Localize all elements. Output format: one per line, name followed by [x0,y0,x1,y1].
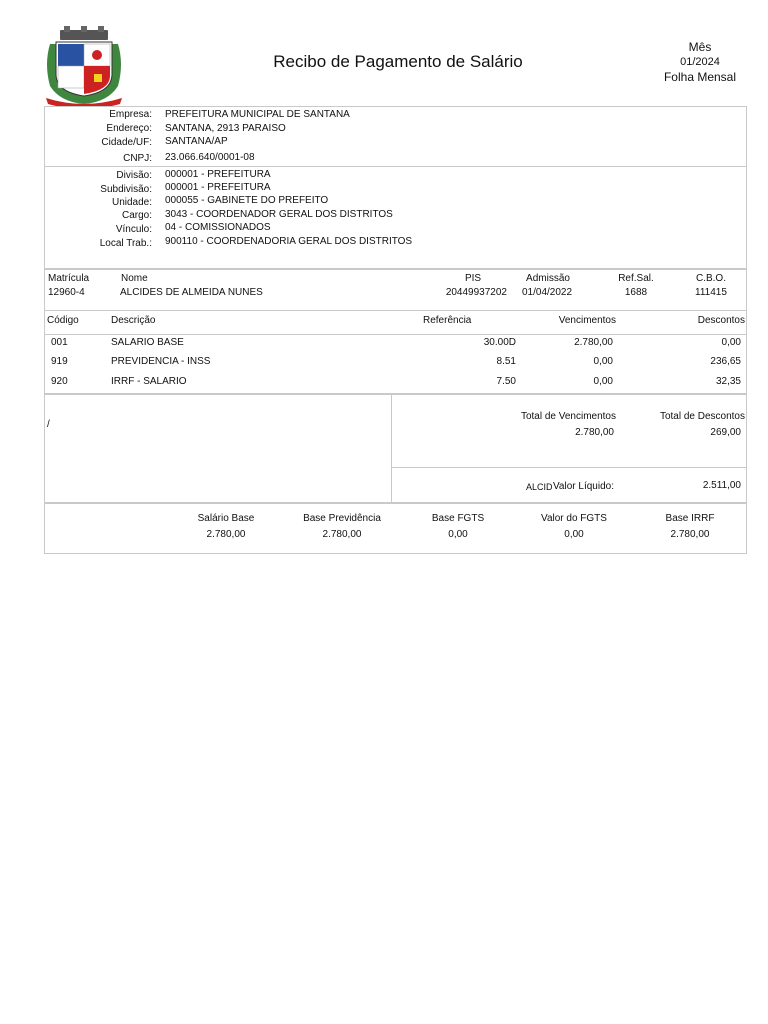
divider [44,393,747,395]
payroll-type: Folha Mensal [663,70,737,84]
divider [44,268,747,270]
item-description: PREVIDENCIA - INSS [111,356,211,367]
division-value: 000001 - PREFEITURA [165,169,271,180]
deductions-header: Descontos [697,315,745,326]
base-irrf-value: 2.780,00 [670,529,710,540]
divider [44,502,747,504]
item-reference: 8.51 [496,356,516,367]
fgts-value: 0,00 [564,529,584,540]
refsal-value: 1688 [624,287,648,298]
division-label: Divisão: [116,170,152,181]
city-value: SANTANA/AP [165,136,228,147]
divider [44,334,747,335]
earnings-header: Vencimentos [558,315,616,326]
cbo-value: 111415 [695,287,727,298]
item-deductions: 0,00 [721,337,741,348]
item-description: IRRF - SALARIO [111,376,187,387]
divider [391,395,392,503]
total-earnings-value: 2.780,00 [575,427,614,438]
fgts-value-label: Valor do FGTS [541,513,607,524]
cnpj-value: 23.066.640/0001-08 [165,152,255,163]
employer-label: Empresa: [109,109,152,120]
item-code: 001 [51,337,68,348]
item-reference: 7.50 [496,376,516,387]
item-description: SALARIO BASE [111,337,184,348]
divider [44,310,747,311]
employee-name: ALCIDES DE ALMEIDA NUNES [120,287,263,298]
address-value: SANTANA, 2913 PARAISO [165,123,286,134]
subdivision-value: 000001 - PREFEITURA [165,182,271,193]
position-value: 3043 - COORDENADOR GERAL DOS DISTRITOS [165,209,393,220]
pis-value: 20449937202 [445,287,507,298]
unit-label: Unidade: [111,197,152,208]
code-header: Código [47,315,79,326]
subdivision-label: Subdivisão: [100,184,152,195]
item-code: 919 [51,356,68,367]
base-fgts-value: 0,00 [448,529,468,540]
month-value: 01/2024 [680,56,720,68]
net-prefix: ALCID [526,482,553,492]
item-deductions: 32,35 [715,376,741,387]
employer-value: PREFEITURA MUNICIPAL DE SANTANA [165,109,350,120]
item-deductions: 236,65 [710,356,741,367]
document-title: Recibo de Pagamento de Salário [273,52,523,71]
workplace-value: 900110 - COORDENADORIA GERAL DOS DISTRITOS [165,236,413,247]
net-salary-value: 2.511,00 [702,480,741,491]
bond-label: Vínculo: [115,224,152,235]
table-row [44,337,747,353]
item-code: 920 [51,376,68,387]
unit-value: 000055 - GABINETE DO PREFEITO [165,195,329,206]
cnpj-label: CNPJ: [123,153,152,164]
base-salary-value: 2.780,00 [206,529,246,540]
item-reference: 30.00D [483,337,516,348]
address-label: Endereço: [106,123,152,134]
admission-value: 01/04/2022 [522,287,573,298]
base-pension-value: 2.780,00 [322,529,362,540]
cbo-header: C.B.O. [695,273,726,284]
refsal-header: Ref.Sal. [618,273,654,284]
base-salary-label: Salário Base [197,513,255,524]
total-deductions-label: Total de Descontos [659,411,745,422]
assignment-section [44,166,747,268]
divider [391,467,747,468]
item-earnings: 0,00 [593,376,613,387]
total-earnings-label: Total de Vencimentos [520,411,616,422]
matricula-header: Matrícula [48,273,90,284]
municipal-crest-logo [40,24,128,106]
table-row [44,356,747,372]
base-irrf-label: Base IRRF [665,513,715,524]
position-label: Cargo: [121,210,152,221]
net-salary-label: Valor Líquido: [553,481,614,492]
city-label: Cidade/UF: [101,137,152,148]
admission-header: Admissão [526,273,570,284]
matricula-value: 12960-4 [48,287,85,298]
reference-header: Referência [423,315,472,326]
month-label: Mês [688,40,712,54]
table-row [44,376,747,392]
item-earnings: 2.780,00 [574,337,613,348]
pis-header: PIS [464,273,482,284]
employer-section [44,106,747,166]
description-header: Descrição [111,315,156,326]
base-fgts-label: Base FGTS [431,513,485,524]
message-text: / [47,419,50,430]
item-earnings: 0,00 [593,356,613,367]
total-deductions-value: 269,00 [710,427,741,438]
name-header: Nome [121,273,148,284]
workplace-label: Local Trab.: [99,238,152,249]
bond-value: 04 - COMISSIONADOS [165,222,271,233]
base-pension-label: Base Previdência [303,513,381,524]
